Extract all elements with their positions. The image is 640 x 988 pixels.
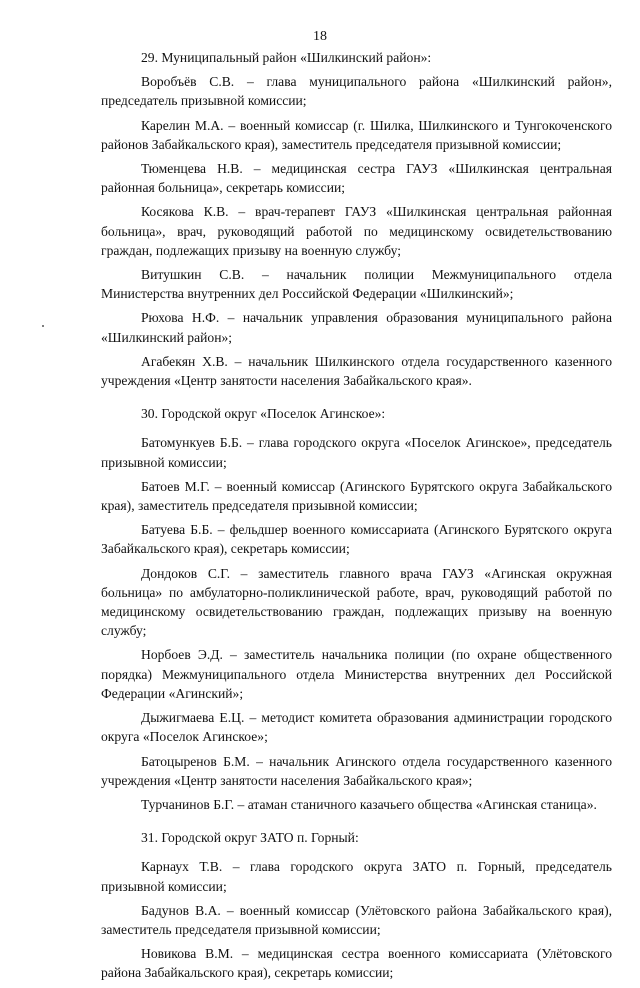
list-item: Батуева Б.Б. – фельдшер военного комиссариата (Агинского Бурятского округа Забайкальского края), секретарь комиссии; [101,522,612,557]
section-heading-30: 30. Городской округ «Поселок Агинское»: [141,406,386,422]
list-item: Агабекян Х.В. – начальник Шилкинского отдела государственного казенного учреждения «Центр занятости населения Забайкальского края». [101,353,612,389]
document-body [101,48,612,988]
list-item: Дондоков С.Г. – заместитель главного врача ГАУЗ «Агинская окружная больница» по амбулаторно-поликлинической работе, врач, руководящий работой по медицинскому освидетельствованию граждан, подлежащих призыву на военную службу; [101,565,612,639]
list-item: Норбоев Э.Д. – заместитель начальника полиции (по охране общественного порядка) Межмуниципального отдела Министерства внутренних дел Российской Федерации «Агинский»; [101,647,612,701]
list-item: Витушкин С.В. – начальник полиции Межмуниципального отдела Министерства внутренних дел Российской Федерации «Шилкинский»; [101,267,612,302]
list-item: Тюменцева Н.В. – медицинская сестра ГАУЗ «Шилкинская центральная районная больница», секретарь комиссии; [101,161,612,196]
list-item: Батоев М.Г. – военный комиссар (Агинского Бурятского округа Забайкальского края), заместитель председателя призывной комиссии; [101,478,612,514]
list-item: Турчанинов Б.Г. – атаман станичного казачьего общества «Агинская станица». [141,796,597,812]
list-item: Дыжигмаева Е.Ц. – методист комитета образования администрации городского округа «Поселок Агинское»; [101,710,612,745]
list-item: Батоцыренов Б.М. – начальник Агинского отдела государственного казенного учреждения «Центр занятости населения Забайкальского края»; [101,753,612,788]
list-item: Новикова В.М. – медицинская сестра военного комиссариата (Улётовского района Забайкальского края), секретарь комиссии; [101,946,612,981]
list-item: Бадунов В.А. – военный комиссар (Улётовского района Забайкальского края), заместитель председателя призывной комиссии; [101,902,612,937]
list-item: Косякова К.В. – врач-терапевт ГАУЗ «Шилкинская центральная районная больница», врач, руководящий работой по медицинскому освидетельствованию граждан, подлежащих призыву на военную службу; [101,204,612,258]
list-item: Батомункуев Б.Б. – глава городского округа «Поселок Агинское», председатель призывной комиссии; [101,435,612,470]
list-item: Карелин М.А. – военный комиссар (г. Шилка, Шилкинского и Тунгокоченского районов Забайкальского края), заместитель председателя призывной комиссии; [101,117,612,152]
page-number: 18 [313,29,327,44]
scan-speck [42,325,44,327]
list-item: Рюхова Н.Ф. – начальник управления образования муниципального района «Шилкинский район»; [101,310,612,345]
section-heading-31: 31. Городской округ ЗАТО п. Горный: [141,830,359,846]
list-item: Воробъёв С.В. – глава муниципального района «Шилкинский район», председатель призывной комиссии; [101,74,612,109]
list-item: Карнаух Т.В. – глава городского округа ЗАТО п. Горный, председатель призывной комиссии; [101,859,612,894]
section-heading-29: 29. Муниципальный район «Шилкинский район»: [141,50,432,65]
